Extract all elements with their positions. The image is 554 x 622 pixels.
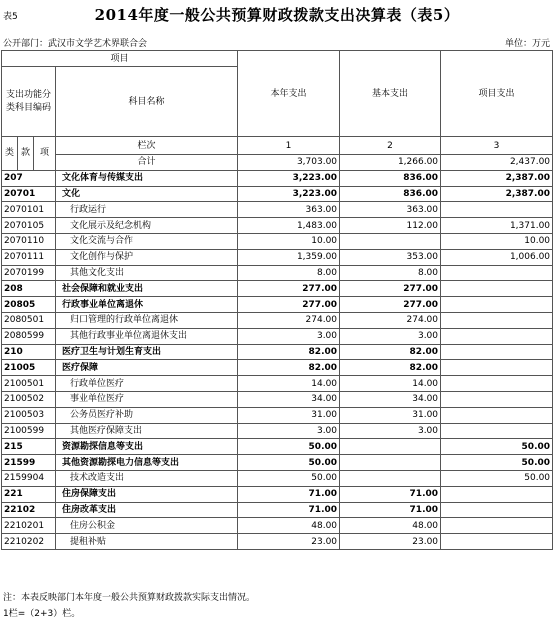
table-row <box>2 344 553 360</box>
table-row <box>2 218 553 234</box>
header-xiang: 项 <box>34 137 56 171</box>
table-row <box>2 439 553 455</box>
amount-current: 82.00 <box>238 344 340 360</box>
amount-current: 31.00 <box>238 407 340 423</box>
amount-basic <box>340 470 441 486</box>
amount-basic: 71.00 <box>340 502 441 518</box>
header-lei: 类 <box>2 137 18 171</box>
department-label: 公开部门：武汉市文学艺术界联合会 <box>3 39 148 49</box>
amount-basic: 8.00 <box>340 265 441 281</box>
subject-name: 住房公积金 <box>56 518 238 534</box>
amount-basic: 836.00 <box>340 186 441 202</box>
footnote-2: 1栏=（2+3）栏。 <box>3 609 81 619</box>
function-code: 207 <box>2 170 56 186</box>
total-current: 3,703.00 <box>238 155 340 171</box>
subject-name: 医疗保障 <box>56 360 238 376</box>
table-row <box>2 249 553 265</box>
amount-basic: 3.00 <box>340 328 441 344</box>
amount-basic <box>340 233 441 249</box>
amount-project: 2,387.00 <box>441 170 553 186</box>
amount-basic: 82.00 <box>340 360 441 376</box>
amount-basic: 82.00 <box>340 344 441 360</box>
amount-project <box>441 423 553 439</box>
expenditure-table <box>1 50 553 550</box>
subject-name: 文化体育与传媒支出 <box>56 170 238 186</box>
function-code: 2100501 <box>2 376 56 392</box>
table-row <box>2 312 553 328</box>
subject-name: 住房改革支出 <box>56 502 238 518</box>
amount-project <box>441 281 553 297</box>
amount-current: 50.00 <box>238 470 340 486</box>
amount-basic: 23.00 <box>340 534 441 550</box>
function-code: 2070110 <box>2 233 56 249</box>
subject-name: 文化展示及纪念机构 <box>56 218 238 234</box>
header-project: 项目支出 <box>441 51 553 137</box>
amount-project <box>441 328 553 344</box>
function-code: 20701 <box>2 186 56 202</box>
function-code: 2080501 <box>2 312 56 328</box>
amount-current: 50.00 <box>238 439 340 455</box>
function-code: 2210201 <box>2 518 56 534</box>
table-row <box>2 470 553 486</box>
amount-basic: 31.00 <box>340 407 441 423</box>
header-kuan: 款 <box>18 137 34 171</box>
amount-project: 10.00 <box>441 233 553 249</box>
amount-project: 50.00 <box>441 439 553 455</box>
amount-project: 2,387.00 <box>441 186 553 202</box>
amount-current: 277.00 <box>238 281 340 297</box>
total-project: 2,437.00 <box>441 155 553 171</box>
table-row <box>2 202 553 218</box>
amount-project <box>441 486 553 502</box>
amount-project <box>441 344 553 360</box>
amount-current: 3.00 <box>238 328 340 344</box>
footnote-1: 注：本表反映部门本年度一般公共预算财政拨款实际支出情况。 <box>3 593 256 603</box>
header-lanci: 栏次 <box>56 137 238 155</box>
amount-basic: 274.00 <box>340 312 441 328</box>
amount-current: 23.00 <box>238 534 340 550</box>
amount-basic <box>340 455 441 471</box>
function-code: 22102 <box>2 502 56 518</box>
subject-name: 公务员医疗补助 <box>56 407 238 423</box>
function-code: 2210202 <box>2 534 56 550</box>
table-row <box>2 407 553 423</box>
table-row <box>2 391 553 407</box>
amount-current: 14.00 <box>238 376 340 392</box>
amount-basic: 836.00 <box>340 170 441 186</box>
amount-project <box>441 502 553 518</box>
header-func-code: 支出功能分类科目编码 <box>2 67 56 137</box>
amount-current: 3.00 <box>238 423 340 439</box>
table-row <box>2 360 553 376</box>
amount-project <box>441 376 553 392</box>
function-code: 2159904 <box>2 470 56 486</box>
amount-current: 50.00 <box>238 455 340 471</box>
table-row <box>2 281 553 297</box>
table-row <box>2 376 553 392</box>
amount-basic: 112.00 <box>340 218 441 234</box>
subject-name: 行政单位医疗 <box>56 376 238 392</box>
total-label: 合计 <box>56 155 238 171</box>
amount-current: 274.00 <box>238 312 340 328</box>
function-code: 2100599 <box>2 423 56 439</box>
subject-name: 医疗卫生与计划生育支出 <box>56 344 238 360</box>
function-code: 208 <box>2 281 56 297</box>
amount-project: 50.00 <box>441 470 553 486</box>
amount-current: 3,223.00 <box>238 170 340 186</box>
header-item: 项目 <box>2 51 238 67</box>
amount-current: 34.00 <box>238 391 340 407</box>
amount-project: 1,371.00 <box>441 218 553 234</box>
subject-name: 文化交流与合作 <box>56 233 238 249</box>
unit-label: 单位：万元 <box>504 39 550 49</box>
amount-basic: 353.00 <box>340 249 441 265</box>
subject-name: 事业单位医疗 <box>56 391 238 407</box>
amount-project <box>441 360 553 376</box>
table-row <box>2 518 553 534</box>
subject-name: 文化 <box>56 186 238 202</box>
amount-project <box>441 297 553 313</box>
amount-current: 363.00 <box>238 202 340 218</box>
header-index-1: 1 <box>238 137 340 155</box>
function-code: 20805 <box>2 297 56 313</box>
header-index-3: 3 <box>441 137 553 155</box>
function-code: 2070105 <box>2 218 56 234</box>
function-code: 2100503 <box>2 407 56 423</box>
amount-current: 277.00 <box>238 297 340 313</box>
amount-current: 8.00 <box>238 265 340 281</box>
subject-name: 行政事业单位离退休 <box>56 297 238 313</box>
function-code: 21599 <box>2 455 56 471</box>
table-row <box>2 486 553 502</box>
subject-name: 资源勘探信息等支出 <box>56 439 238 455</box>
amount-project: 50.00 <box>441 455 553 471</box>
function-code: 2100502 <box>2 391 56 407</box>
amount-current: 3,223.00 <box>238 186 340 202</box>
amount-current: 1,359.00 <box>238 249 340 265</box>
amount-current: 71.00 <box>238 486 340 502</box>
amount-basic <box>340 439 441 455</box>
function-code: 221 <box>2 486 56 502</box>
subject-name: 文化创作与保护 <box>56 249 238 265</box>
amount-basic: 3.00 <box>340 423 441 439</box>
function-code: 2070111 <box>2 249 56 265</box>
table-row <box>2 502 553 518</box>
subject-name: 其他资源勘探电力信息等支出 <box>56 455 238 471</box>
subject-name: 其他文化支出 <box>56 265 238 281</box>
function-code: 2080599 <box>2 328 56 344</box>
table-row <box>2 455 553 471</box>
total-basic: 1,266.00 <box>340 155 441 171</box>
table-row <box>2 534 553 550</box>
amount-current: 48.00 <box>238 518 340 534</box>
subject-name: 住房保障支出 <box>56 486 238 502</box>
function-code: 210 <box>2 344 56 360</box>
report-title: 2014年度一般公共预算财政拨款支出决算表（表5） <box>94 6 460 24</box>
subject-name: 社会保障和就业支出 <box>56 281 238 297</box>
amount-current: 1,483.00 <box>238 218 340 234</box>
amount-current: 71.00 <box>238 502 340 518</box>
amount-project: 1,006.00 <box>441 249 553 265</box>
amount-project <box>441 202 553 218</box>
table-row <box>2 170 553 186</box>
amount-basic: 34.00 <box>340 391 441 407</box>
amount-project <box>441 265 553 281</box>
function-code: 215 <box>2 439 56 455</box>
function-code: 2070199 <box>2 265 56 281</box>
amount-basic: 71.00 <box>340 486 441 502</box>
header-subject-name: 科目名称 <box>56 67 238 137</box>
function-code: 2070101 <box>2 202 56 218</box>
function-code: 21005 <box>2 360 56 376</box>
subject-name: 技术改造支出 <box>56 470 238 486</box>
table-row <box>2 265 553 281</box>
subject-name: 归口管理的行政单位离退休 <box>56 312 238 328</box>
header-current: 本年支出 <box>238 51 340 137</box>
amount-project <box>441 391 553 407</box>
table-row <box>2 423 553 439</box>
amount-project <box>441 312 553 328</box>
amount-basic: 48.00 <box>340 518 441 534</box>
amount-current: 82.00 <box>238 360 340 376</box>
header-index-2: 2 <box>340 137 441 155</box>
table-row <box>2 297 553 313</box>
subject-name: 提租补贴 <box>56 534 238 550</box>
amount-basic: 363.00 <box>340 202 441 218</box>
subject-name: 行政运行 <box>56 202 238 218</box>
amount-basic: 277.00 <box>340 281 441 297</box>
amount-project <box>441 407 553 423</box>
amount-current: 10.00 <box>238 233 340 249</box>
amount-project <box>441 518 553 534</box>
header-basic: 基本支出 <box>340 51 441 137</box>
sheet-label: 表5 <box>3 12 18 22</box>
amount-project <box>441 534 553 550</box>
amount-basic: 14.00 <box>340 376 441 392</box>
subject-name: 其他医疗保障支出 <box>56 423 238 439</box>
amount-basic: 277.00 <box>340 297 441 313</box>
table-row <box>2 328 553 344</box>
subject-name: 其他行政事业单位离退休支出 <box>56 328 238 344</box>
table-row <box>2 233 553 249</box>
table-row <box>2 186 553 202</box>
